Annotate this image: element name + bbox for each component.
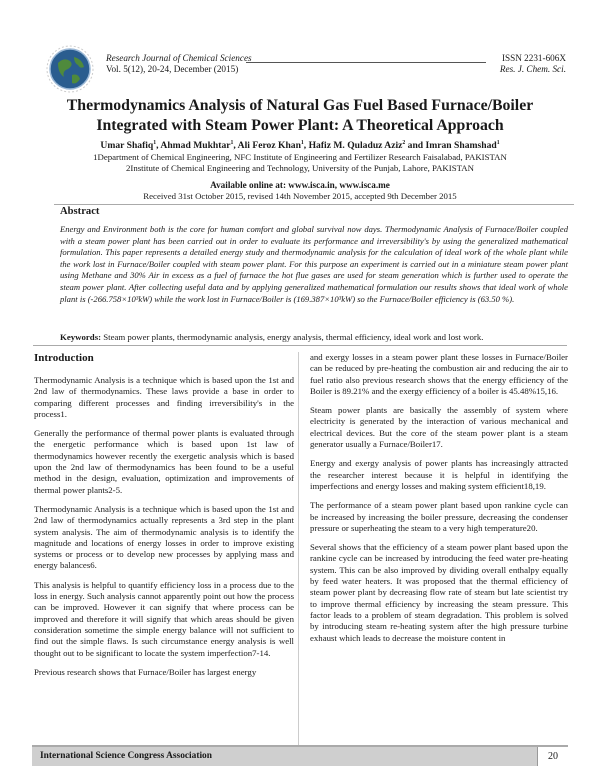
keywords-text: Steam power plants, thermodynamic analysis, energy analysis, thermal efficiency, ideal work and lost work. [103,332,484,342]
paper-title: Thermodynamics Analysis of Natural Gas Fuel Based Furnace/Boiler Integrated with Steam Power Plant: A Theoretical Approach [66,97,534,134]
keywords-rule [33,345,567,346]
affiliation-2: 2Institute of Chemical Engineering and Technology, University of the Punjab, Lahore, PAKISTAN [126,162,474,173]
footer-association: International Science Congress Association [40,751,212,761]
available-online: Available online at: www.isca.in, www.isca.me [210,180,390,190]
right-column [310,352,568,652]
issn: ISSN 2231-606X [501,53,566,63]
paragraph: Energy and exergy analysis of power plants has increasingly attracted the researcher interest because it is helpful in identifying the imperfections and energy losses and making system efficient18,19. [310,458,568,491]
paragraph: Steam power plants are basically the assembly of system where electricity is generated by the interaction of various mechanical and electrical devices. But the core of the steam power plant is a steam generator usually a Furnace/Boiler17. [310,405,568,450]
intro-heading: Introduction [34,352,94,364]
column-divider [298,352,299,752]
affiliation-1: 1Department of Chemical Engineering, NFC Institute of Engineering and Fertilizer Research Faisalabad, PAKISTAN [93,152,507,162]
paragraph: Thermodynamic Analysis is a technique which is based upon the 1st and 2nd law of thermodynamics actually represents a 3rd step in the plant system analysis. The aim of thermodynamic analysis is to identify the magnitude and locations of energy losses in order to improve existing systems or process or to develop new processes by applying mass and energy balances6. [34,503,294,571]
journal-short-name: Res. J. Chem. Sci. [499,64,566,74]
journal-name: Research Journal of Chemical Sciences [106,53,252,63]
paragraph: The performance of a steam power plant based upon rankine cycle can be increased by increasing the boiler pressure, decreasing the condenser pressure or superheating the steam to a very high temperature20. [310,500,568,533]
journal-header [46,45,566,89]
volume-line: Vol. 5(12), 20-24, December (2015) [106,64,239,74]
paragraph: Several shows that the efficiency of a steam power plant based upon the rankine cycle can be increased by introducing the feed water pre-heating system. This can be also improved by dividing overall enthalpy equally by feed water heaters. It was proposed that the thermal efficiency of steam power plant by decreasing flow rate of steam but late scientist try to improve thermal efficiency by increasing the steam pressure. This factor leads to a problem of steam degradation. This problem is solved by introducing steam re-heating system after the high pressure turbine exhaust which leads to decrease the moisture content in [310,542,568,643]
paragraph: Previous research shows that Furnace/Boiler has largest energy [34,666,257,677]
keywords [60,332,568,343]
paragraph: Thermodynamic Analysis is a technique which is based upon the 1st and 2nd law of thermodynamics. These laws provide a base in order to comparing different processes and finding irreversibility's in the process1. [34,375,294,419]
keywords-label: Keywords: [60,332,102,342]
paragraph: Generally the performance of thermal power plants is evaluated through the energetic performance which is based upon 1st law of thermodynamics however recently the exergetic analysis which is based upon the 2nd law of thermodynamics has been found to be a useful method in the design, evaluation, optimization and improvements of thermal power plants2-5. [34,428,294,495]
journal-globe-logo [46,45,94,93]
abstract-heading: Abstract [60,206,100,217]
header-rule [246,62,486,63]
paragraph: This analysis is helpful to quantify efficiency loss in a process due to the loss in energy. Such analysis cannot apparently point out how the process can be improved. However it can signify that where process can be improved and therefore it will signify that which areas should be given consideration sometime the simple energy balance will not sufficient to find out the simple flaws. Is such circumstance energy analysis is well thought out to be significant to locate the system imperfection7-14. [34,579,294,658]
received-dates: Received 31st October 2015, revised 14th November 2015, accepted 9th December 2015 [143,191,457,201]
authors: Umar Shafiq$^1$, Ahmad Mukhtar$^1$, Ali Feroz Khan$^1$, Hafiz M. Quladuz Aziz$^2$ and Imran Shamshad$^1$ [100,139,500,151]
affiliations [40,152,560,173]
abstract-text: Energy and Environment both is the core for human comfort and global survival now days. Thermodynamic Analysis of Furnace/Boiler coupled with a steam power plant has been carried out in order to evaluate its performance and irreversibility's by using the generalized mathematical formulation. This paper represents a detailed energy study and thermodynamic analysis for the calculation of ideal work of the whole plant while the work lost in Furnace/Boiler coupled with steam power plant. For this purpose an experiment is carried out in a miniature steam power plant using Methane and 30% Air in excess as a fuel of furnace the hot flue gases are used for steam generation which is further used to operate the steam power plant. After collecting useful data and by applying generalized mathematical formulation our results shows that ideal work of whole plant is (-266.758×10³kW) while the work lost in Furnace/Boiler is (169.387×10³kW) so the Furnace/Boiler efficiency is (63.50 %). [60,224,568,304]
left-column [34,352,294,686]
paragraph: and exergy losses in a steam power plant these losses in Furnace/Boiler can be reduced by pre-heating the combustion air and reducing the air to fuel ratio also previous research shows that the energy efficiency of the Boiler is 89.21% and the exergy efficiency of a boiler is 45.48%15,16. [310,352,568,396]
page-number: 20 [537,747,568,766]
footer-bar [32,745,568,766]
